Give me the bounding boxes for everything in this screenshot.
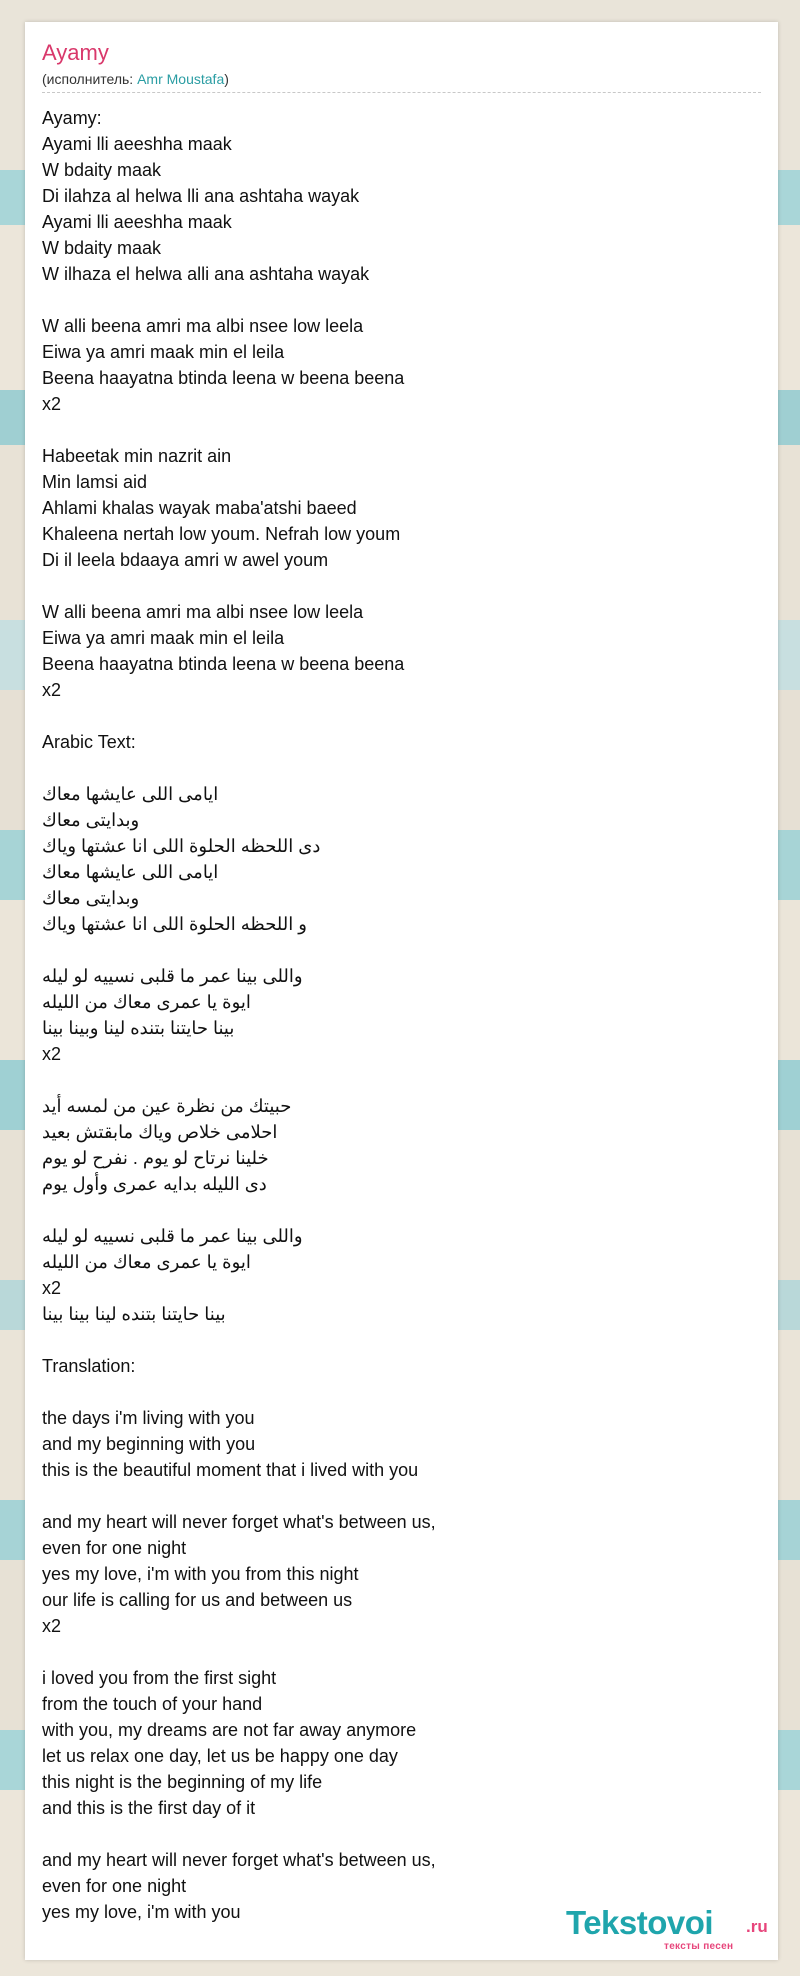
artist-link[interactable]: Amr Moustafa (137, 71, 225, 87)
title-divider (42, 92, 761, 93)
logo-tld: .ru (746, 1917, 768, 1936)
artist-line (42, 72, 229, 86)
artist-prefix: (исполнитель: (42, 71, 138, 87)
lyrics-card (25, 22, 778, 1960)
artist-suffix: ) (224, 71, 229, 87)
logo-tagline: тексты песен (664, 1941, 734, 1952)
site-logo[interactable] (566, 1906, 766, 1954)
lyrics-text: Ayamy: Ayami lli aeeshha maak W bdaity maak Di ilahza al helwa lli ana ashtaha wayak Ayami lli aeeshha maak W bdaity maak W ilhaza el helwa alli ana ashtaha wayak W alli beena amri ma albi nsee low leela Eiwa ya amri maak min el leila Beena haayatna btinda leena w beena beena x2 Habeetak min nazrit ain Min lamsi aid Ahlami khalas wayak maba'atshi baeed Khaleena nertah low youm. Nefrah low youm Di il leela bdaaya amri w awel youm W alli beena amri ma albi nsee low leela Eiwa ya amri maak min el leila Beena haayatna btinda leena w beena beena x2 Arabic Text: ايامى اللى عايشها معاك وبدايتى معاك دى اللحظه الحلوة اللى انا عشتها وياك ايامى اللى عايشها معاك وبدايتى معاك و اللحظه الحلوة اللى انا عشتها وياك واللى بينا عمر ما قلبى نسييه لو ليله ايوة يا عمرى معاك من الليله بينا حايتنا بتنده لينا وبينا بينا x2 حبيتك من نظرة عين من لمسه أيد احلامى خلاص وياك مابقتش بعيد خلينا نرتاح لو يوم . نفرح لو يوم دى الليله بدايه عمرى وأول يوم واللى بينا عمر ما قلبى نسييه لو ليله ايوة يا عمرى معاك من الليله x2 بينا حايتنا بتنده لينا بينا بينا Translation: the days i'm living with you and my beginning with you this is the beautiful moment that i lived with you and my heart will never forget what's between us, even for one night yes my love, i'm with you from this night our life is calling for us and between us x2 i loved you from the first sight from the touch of your hand with you, my dreams are not far away anymore let us relax one day, let us be happy one day this night is the beginning of my life and this is the first day of it and my heart will never forget what's between us, even for one night yes my love, i'm with you (42, 108, 436, 1922)
logo-word: Tekstovoi (566, 1904, 714, 1941)
song-title: Ayamy (42, 40, 109, 65)
